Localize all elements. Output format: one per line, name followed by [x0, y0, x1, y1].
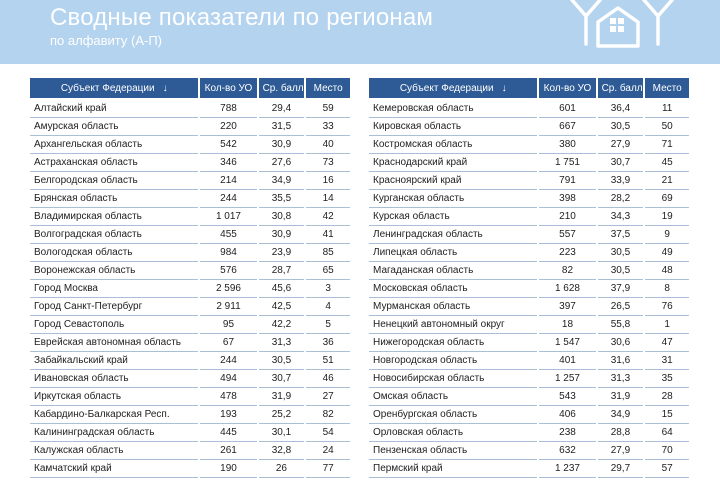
cell-avg-score: 23,9 — [259, 244, 305, 262]
cell-avg-score: 42,2 — [259, 316, 305, 334]
table-row — [30, 100, 350, 118]
sort-down-icon[interactable]: ↓ — [501, 82, 507, 94]
table-row — [369, 208, 689, 226]
cell-avg-score: 30,9 — [259, 226, 305, 244]
cell-avg-score: 30,7 — [259, 370, 305, 388]
table-row — [369, 226, 689, 244]
cell-rank: 46 — [306, 370, 350, 388]
cell-subject: Амурская область — [30, 118, 198, 136]
cell-avg-score: 35,5 — [259, 190, 305, 208]
cell-rank: 19 — [645, 208, 689, 226]
cell-count: 1 237 — [539, 460, 595, 478]
table-row — [30, 388, 350, 406]
table-row — [369, 460, 689, 478]
cell-avg-score: 34,9 — [598, 406, 644, 424]
table-row — [369, 352, 689, 370]
table-row — [30, 118, 350, 136]
cell-avg-score: 31,3 — [259, 334, 305, 352]
cell-subject: Алтайский край — [30, 100, 198, 118]
cell-avg-score: 34,3 — [598, 208, 644, 226]
cell-subject: Липецкая область — [369, 244, 537, 262]
cell-count: 984 — [200, 244, 256, 262]
cell-rank: 16 — [306, 172, 350, 190]
cell-rank: 35 — [645, 370, 689, 388]
cell-count: 223 — [539, 244, 595, 262]
cell-count: 220 — [200, 118, 256, 136]
cell-rank: 42 — [306, 208, 350, 226]
cell-avg-score: 26,5 — [598, 298, 644, 316]
table-row — [30, 172, 350, 190]
cell-subject: Орловская область — [369, 424, 537, 442]
column-header-avg-score[interactable]: Ср. балл — [259, 78, 305, 100]
cell-subject: Город Севастополь — [30, 316, 198, 334]
table-row — [30, 226, 350, 244]
table-row — [369, 388, 689, 406]
table-row — [30, 424, 350, 442]
cell-subject: Пензенская область — [369, 442, 537, 460]
cell-count: 238 — [539, 424, 595, 442]
column-header-avg-score[interactable]: Ср. балл — [598, 78, 644, 100]
cell-count: 557 — [539, 226, 595, 244]
cell-subject: Ненецкий автономный округ — [369, 316, 537, 334]
cell-subject: Иркутская область — [30, 388, 198, 406]
cell-count: 1 257 — [539, 370, 595, 388]
cell-count: 542 — [200, 136, 256, 154]
cell-rank: 24 — [306, 442, 350, 460]
cell-count: 380 — [539, 136, 595, 154]
cell-count: 788 — [200, 100, 256, 118]
cell-count: 398 — [539, 190, 595, 208]
houses-logo-icon — [566, 0, 686, 50]
cell-avg-score: 28,8 — [598, 424, 644, 442]
cell-rank: 40 — [306, 136, 350, 154]
cell-subject: Оренбургская область — [369, 406, 537, 424]
cell-subject: Калужская область — [30, 442, 198, 460]
table-row — [369, 298, 689, 316]
cell-count: 1 751 — [539, 154, 595, 172]
cell-rank: 1 — [645, 316, 689, 334]
cell-avg-score: 27,9 — [598, 136, 644, 154]
table-row — [30, 154, 350, 172]
cell-avg-score: 37,5 — [598, 226, 644, 244]
cell-count: 82 — [539, 262, 595, 280]
cell-count: 95 — [200, 316, 256, 334]
column-header-count[interactable]: Кол-во УО — [200, 78, 256, 100]
cell-count: 190 — [200, 460, 256, 478]
table-row — [369, 244, 689, 262]
cell-subject: Костромская область — [369, 136, 537, 154]
table-row — [30, 442, 350, 460]
table-row — [30, 334, 350, 352]
page-subtitle: по алфавиту (А-П) — [50, 33, 163, 48]
cell-count: 601 — [539, 100, 595, 118]
cell-count: 494 — [200, 370, 256, 388]
cell-count: 2 911 — [200, 298, 256, 316]
cell-avg-score: 30,6 — [598, 334, 644, 352]
table-row — [369, 262, 689, 280]
cell-rank: 47 — [645, 334, 689, 352]
cell-avg-score: 28,2 — [598, 190, 644, 208]
table-row — [369, 100, 689, 118]
cell-rank: 36 — [306, 334, 350, 352]
cell-subject: Кабардино-Балкарская Респ. — [30, 406, 198, 424]
cell-avg-score: 30,5 — [259, 352, 305, 370]
column-header-rank[interactable]: Место — [306, 78, 350, 100]
cell-avg-score: 45,6 — [259, 280, 305, 298]
cell-rank: 82 — [306, 406, 350, 424]
cell-rank: 41 — [306, 226, 350, 244]
cell-count: 632 — [539, 442, 595, 460]
cell-subject: Ивановская область — [30, 370, 198, 388]
cell-rank: 45 — [645, 154, 689, 172]
cell-rank: 50 — [645, 118, 689, 136]
table-row — [30, 208, 350, 226]
cell-rank: 15 — [645, 406, 689, 424]
table-row — [30, 190, 350, 208]
cell-avg-score: 31,3 — [598, 370, 644, 388]
cell-rank: 31 — [645, 352, 689, 370]
cell-subject: Город Санкт-Петербург — [30, 298, 198, 316]
cell-rank: 76 — [645, 298, 689, 316]
cell-subject: Мурманская область — [369, 298, 537, 316]
cell-count: 214 — [200, 172, 256, 190]
cell-rank: 70 — [645, 442, 689, 460]
cell-rank: 4 — [306, 298, 350, 316]
cell-rank: 21 — [645, 172, 689, 190]
cell-count: 1 547 — [539, 334, 595, 352]
cell-subject: Новосибирская область — [369, 370, 537, 388]
cell-rank: 73 — [306, 154, 350, 172]
table-row — [30, 136, 350, 154]
cell-count: 406 — [539, 406, 595, 424]
cell-avg-score: 37,9 — [598, 280, 644, 298]
cell-avg-score: 26 — [259, 460, 305, 478]
cell-rank: 51 — [306, 352, 350, 370]
table-row — [369, 172, 689, 190]
cell-count: 210 — [539, 208, 595, 226]
cell-rank: 11 — [645, 100, 689, 118]
cell-avg-score: 33,9 — [598, 172, 644, 190]
cell-subject: Город Москва — [30, 280, 198, 298]
cell-count: 67 — [200, 334, 256, 352]
cell-count: 576 — [200, 262, 256, 280]
cell-subject: Курская область — [369, 208, 537, 226]
cell-rank: 28 — [645, 388, 689, 406]
cell-rank: 65 — [306, 262, 350, 280]
cell-subject: Нижегородская область — [369, 334, 537, 352]
table-row — [369, 190, 689, 208]
cell-rank: 49 — [645, 244, 689, 262]
table-row — [30, 280, 350, 298]
cell-count: 478 — [200, 388, 256, 406]
page-title: Сводные показатели по регионам — [50, 4, 434, 31]
cell-avg-score: 30,5 — [598, 244, 644, 262]
cell-subject: Владимирская область — [30, 208, 198, 226]
cell-rank: 8 — [645, 280, 689, 298]
cell-subject: Вологодская область — [30, 244, 198, 262]
cell-avg-score: 27,6 — [259, 154, 305, 172]
cell-subject: Архангельская область — [30, 136, 198, 154]
cell-subject: Калининградская область — [30, 424, 198, 442]
cell-avg-score: 25,2 — [259, 406, 305, 424]
cell-subject: Красноярский край — [369, 172, 537, 190]
cell-avg-score: 42,5 — [259, 298, 305, 316]
cell-subject: Белгородская область — [30, 172, 198, 190]
cell-subject: Краснодарский край — [369, 154, 537, 172]
table-row — [30, 352, 350, 370]
table-row — [30, 262, 350, 280]
cell-subject: Пермский край — [369, 460, 537, 478]
column-header-rank[interactable]: Место — [645, 78, 689, 100]
cell-subject: Воронежская область — [30, 262, 198, 280]
cell-avg-score: 31,5 — [259, 118, 305, 136]
table-row — [369, 406, 689, 424]
cell-subject: Астраханская область — [30, 154, 198, 172]
cell-avg-score: 36,4 — [598, 100, 644, 118]
cell-rank: 71 — [645, 136, 689, 154]
cell-rank: 14 — [306, 190, 350, 208]
table-row — [30, 298, 350, 316]
cell-count: 445 — [200, 424, 256, 442]
table-row — [30, 370, 350, 388]
cell-subject: Курганская область — [369, 190, 537, 208]
sort-down-icon[interactable]: ↓ — [162, 82, 168, 94]
cell-subject: Магаданская область — [369, 262, 537, 280]
cell-rank: 5 — [306, 316, 350, 334]
cell-rank: 48 — [645, 262, 689, 280]
table-row — [369, 280, 689, 298]
cell-subject: Кировская область — [369, 118, 537, 136]
cell-rank: 69 — [645, 190, 689, 208]
cell-subject: Ленинградская область — [369, 226, 537, 244]
cell-subject: Кемеровская область — [369, 100, 537, 118]
cell-avg-score: 31,6 — [598, 352, 644, 370]
cell-subject: Еврейская автономная область — [30, 334, 198, 352]
table-row — [369, 442, 689, 460]
cell-rank: 54 — [306, 424, 350, 442]
cell-count: 455 — [200, 226, 256, 244]
cell-rank: 77 — [306, 460, 350, 478]
table-row — [369, 316, 689, 334]
table-row — [30, 460, 350, 478]
cell-rank: 59 — [306, 100, 350, 118]
table-row — [369, 334, 689, 352]
cell-subject: Волгоградская область — [30, 226, 198, 244]
cell-avg-score: 32,8 — [259, 442, 305, 460]
cell-avg-score: 55,8 — [598, 316, 644, 334]
cell-avg-score: 30,9 — [259, 136, 305, 154]
cell-subject: Новгородская область — [369, 352, 537, 370]
table-row — [369, 424, 689, 442]
cell-count: 244 — [200, 352, 256, 370]
column-header-count[interactable]: Кол-во УО — [539, 78, 595, 100]
cell-count: 543 — [539, 388, 595, 406]
cell-avg-score: 30,1 — [259, 424, 305, 442]
table-row — [369, 154, 689, 172]
cell-avg-score: 30,7 — [598, 154, 644, 172]
cell-avg-score: 34,9 — [259, 172, 305, 190]
cell-avg-score: 31,9 — [259, 388, 305, 406]
cell-avg-score: 29,7 — [598, 460, 644, 478]
column-header-subject[interactable]: Субъект Федерации ↓ — [369, 78, 537, 100]
cell-rank: 57 — [645, 460, 689, 478]
table-body-left — [30, 100, 350, 478]
cell-rank: 3 — [306, 280, 350, 298]
table-row — [369, 136, 689, 154]
cell-subject: Забайкальский край — [30, 352, 198, 370]
cell-count: 667 — [539, 118, 595, 136]
cell-subject: Московская область — [369, 280, 537, 298]
cell-count: 193 — [200, 406, 256, 424]
cell-avg-score: 27,9 — [598, 442, 644, 460]
cell-count: 346 — [200, 154, 256, 172]
regions-table-right — [367, 78, 691, 478]
cell-avg-score: 30,8 — [259, 208, 305, 226]
cell-subject: Омская область — [369, 388, 537, 406]
cell-count: 401 — [539, 352, 595, 370]
regions-table-left — [28, 78, 352, 478]
cell-count: 791 — [539, 172, 595, 190]
cell-count: 244 — [200, 190, 256, 208]
column-header-subject[interactable]: Субъект Федерации ↓ — [30, 78, 198, 100]
cell-count: 261 — [200, 442, 256, 460]
cell-subject: Камчатский край — [30, 460, 198, 478]
header-banner — [0, 0, 720, 64]
table-row — [369, 370, 689, 388]
cell-rank: 33 — [306, 118, 350, 136]
cell-rank: 85 — [306, 244, 350, 262]
cell-avg-score: 31,9 — [598, 388, 644, 406]
cell-rank: 64 — [645, 424, 689, 442]
cell-avg-score: 30,5 — [598, 118, 644, 136]
table-row — [30, 406, 350, 424]
table-row — [30, 316, 350, 334]
table-body-right — [369, 100, 689, 478]
cell-rank: 27 — [306, 388, 350, 406]
table-row — [369, 118, 689, 136]
cell-count: 2 596 — [200, 280, 256, 298]
table-row — [30, 244, 350, 262]
cell-subject: Брянская область — [30, 190, 198, 208]
cell-count: 397 — [539, 298, 595, 316]
cell-count: 1 017 — [200, 208, 256, 226]
cell-avg-score: 28,7 — [259, 262, 305, 280]
cell-avg-score: 29,4 — [259, 100, 305, 118]
cell-avg-score: 30,5 — [598, 262, 644, 280]
cell-rank: 9 — [645, 226, 689, 244]
cell-count: 1 628 — [539, 280, 595, 298]
cell-count: 18 — [539, 316, 595, 334]
